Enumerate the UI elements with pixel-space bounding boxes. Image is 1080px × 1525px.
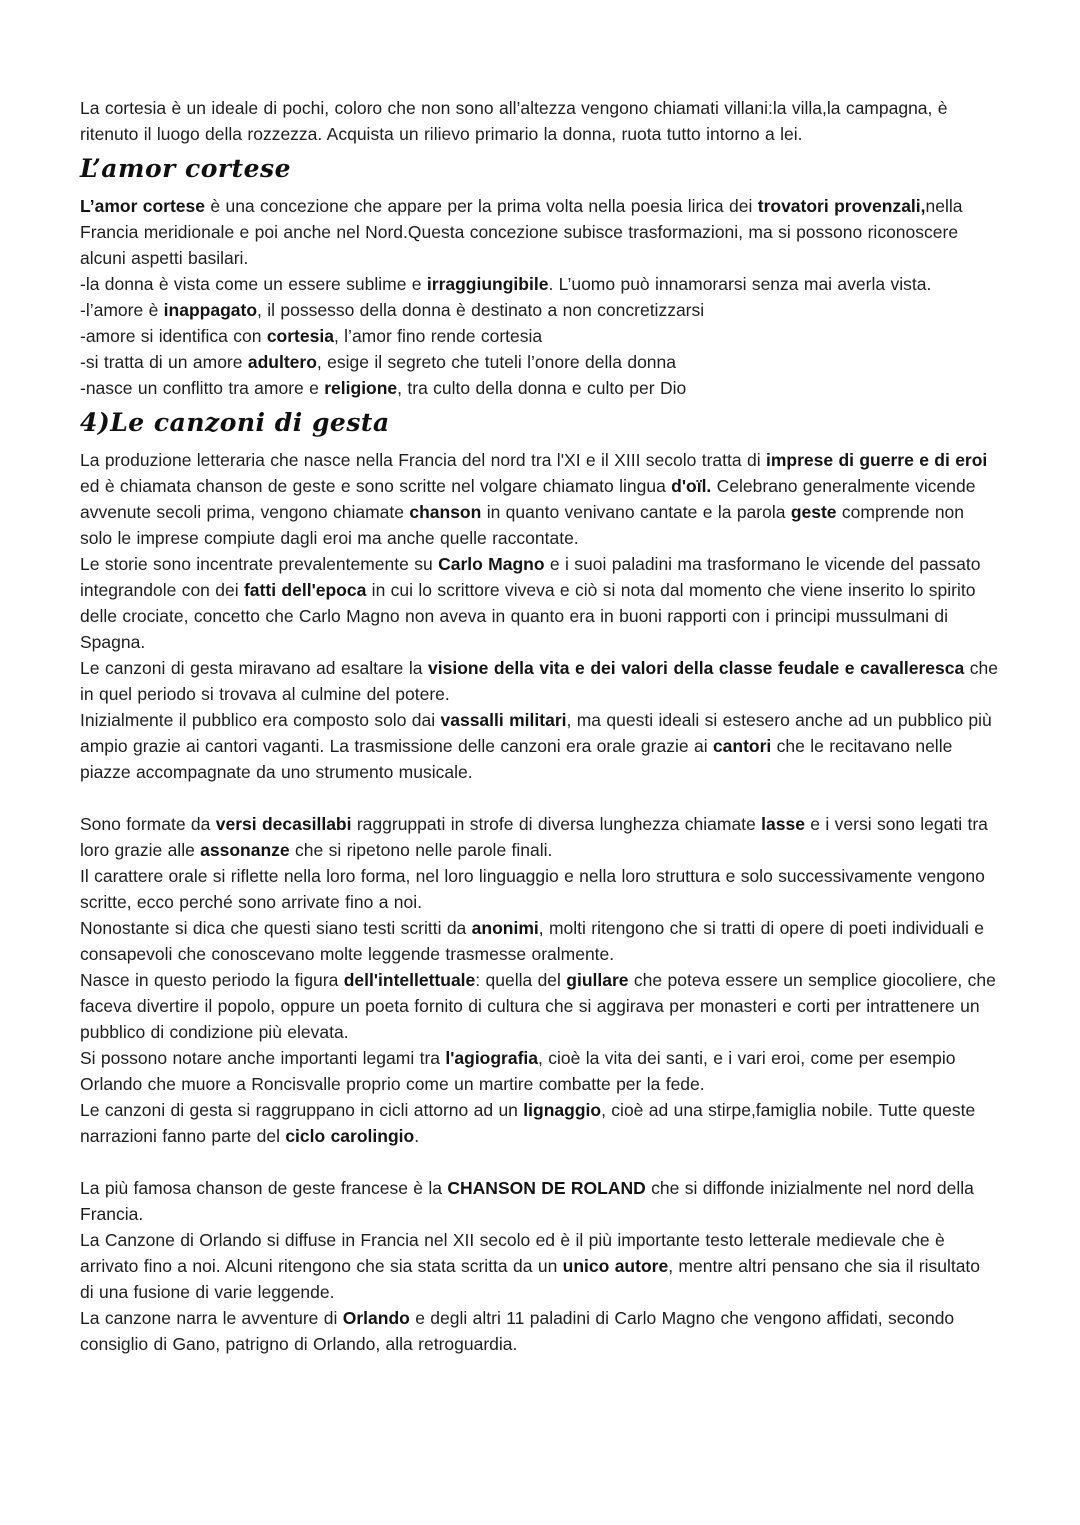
- list-line: [80, 297, 998, 323]
- text-segment: -l’amore è: [80, 300, 164, 320]
- text-segment: è una concezione che appare per la prima volta nella poesia lirica dei: [205, 196, 758, 216]
- bold-text-segment: visione della vita e dei valori della classe feudale e cavalleresca: [428, 658, 965, 678]
- text-segment: , l’amor fino rende cortesia: [333, 326, 543, 346]
- text-segment: , cioè ad una stirpe,famiglia nobile. Tutte queste narrazioni fanno parte del: [80, 1100, 976, 1146]
- text-segment: La canzone narra le avventure di: [80, 1308, 343, 1328]
- paragraph: [80, 551, 998, 655]
- paragraph: [80, 967, 998, 1045]
- bold-text-segment: religione: [324, 378, 398, 398]
- bold-text-segment: imprese di guerre e di eroi: [765, 450, 988, 470]
- blank-line: [80, 785, 998, 811]
- text-segment: Celebrano generalmente vicende avvenute secoli prima, vengono chiamate: [80, 476, 976, 522]
- bold-text-segment: cantori: [712, 736, 772, 756]
- bold-text-segment: lasse: [761, 814, 805, 834]
- paragraph: [80, 1097, 998, 1149]
- bold-text-segment: unico autore: [562, 1256, 669, 1276]
- text-segment: che si diffonde inizialmente nel nord della Francia.: [80, 1178, 974, 1224]
- bold-text-segment: vassalli militari: [440, 710, 567, 730]
- text-segment: -amore si identifica con: [80, 326, 267, 346]
- paragraph: [80, 811, 998, 863]
- text-segment: che poteva essere un semplice giocoliere, che faceva divertire il popolo, oppure un poeta fornito di cultura che si aggirava per monasteri e corti per intrattenere un pubblico di condizione più elevata.: [80, 970, 996, 1042]
- text-segment: Le canzoni di gesta miravano ad esaltare la: [80, 658, 429, 678]
- text-segment: , tra culto della donna e culto per Dio: [397, 378, 687, 398]
- paragraph: [80, 915, 998, 967]
- text-segment: Si possono notare anche importanti legami tra: [80, 1048, 446, 1068]
- text-segment: e i suoi paladini ma trasformano le vicende del passato integrandole con dei: [80, 554, 981, 600]
- text-segment: in quanto venivano cantate e la parola: [481, 502, 791, 522]
- text-segment: Inizialmente il pubblico era composto solo dai: [80, 710, 441, 730]
- text-segment: Sono formate da: [80, 814, 216, 834]
- paragraph: [80, 707, 998, 785]
- paragraph: [80, 95, 998, 147]
- bold-text-segment: dell'intellettuale: [343, 970, 476, 990]
- text-segment: Nonostante si dica che questi siano testi scritti da: [80, 918, 472, 938]
- bold-text-segment: giullare: [566, 970, 629, 990]
- text-segment: , esige il segreto che tuteli l’onore della donna: [316, 352, 676, 372]
- bold-text-segment: adultero: [247, 352, 317, 372]
- bold-text-segment: trovatori provenzali,: [757, 196, 926, 216]
- paragraph: [80, 655, 998, 707]
- text-segment: Il carattere orale si riflette nella loro forma, nel loro linguaggio e nella loro struttura e solo successivamente vengono scritte, ecco perché sono arrivate fino a noi.: [80, 866, 985, 912]
- text-segment: , il possesso della donna è destinato a non concretizzarsi: [257, 300, 705, 320]
- text-segment: -si tratta di un amore: [80, 352, 248, 372]
- text-segment: , molti ritengono che si tratti di opere di poeti individuali e consapevoli che conoscevano molte leggende trasmesse oralmente.: [80, 918, 984, 964]
- text-segment: La più famosa chanson de geste francese è la: [80, 1178, 448, 1198]
- text-segment: comprende non solo le imprese compiute dagli eroi ma anche quelle raccontate.: [80, 502, 965, 548]
- bold-text-segment: Orlando: [342, 1308, 410, 1328]
- text-segment: e degli altri 11 paladini di Carlo Magno che vengono affidati, secondo consiglio di Gano, patrigno di Orlando, alla retroguardia.: [80, 1308, 955, 1354]
- text-segment: , ma questi ideali si estesero anche ad un pubblico più ampio grazie ai cantori vaganti. La trasmissione delle canzoni era orale grazie ai: [80, 710, 992, 756]
- bold-text-segment: versi decasillabi: [215, 814, 352, 834]
- list-line: [80, 271, 998, 297]
- text-segment: Le storie sono incentrate prevalentemente su: [80, 554, 439, 574]
- paragraph: [80, 1227, 998, 1305]
- text-segment: e i versi sono legati tra loro grazie alle: [80, 814, 988, 860]
- text-segment: che le recitavano nelle piazze accompagnate da uno strumento musicale.: [80, 736, 953, 782]
- text-segment: Nasce in questo periodo la figura: [80, 970, 344, 990]
- text-segment: raggruppati in strofe di diversa lunghezza chiamate: [351, 814, 762, 834]
- list-line: [80, 349, 998, 375]
- list-line: [80, 323, 998, 349]
- text-segment: -nasce un conflitto tra amore e: [80, 378, 325, 398]
- bold-text-segment: ciclo carolingio: [285, 1126, 415, 1146]
- bold-text-segment: Carlo Magno: [438, 554, 545, 574]
- text-segment: La Canzone di Orlando si diffuse in Francia nel XII secolo ed è il più importante testo letterale medievale che è arrivato fino a noi. Alcuni ritengono che sia stata scritta da un: [80, 1230, 945, 1276]
- paragraph: [80, 193, 998, 271]
- text-segment: ed è chiamata chanson de geste e sono scritte nel volgare chiamato lingua: [80, 476, 672, 496]
- paragraph: [80, 863, 998, 915]
- text-segment: -la donna è vista come un essere sublime e: [80, 274, 427, 294]
- text-segment: Le canzoni di gesta si raggruppano in cicli attorno ad un: [80, 1100, 524, 1120]
- bold-text-segment: L’amor cortese: [80, 196, 205, 216]
- text-segment: La cortesia è un ideale di pochi, coloro che non sono all’altezza vengono chiamati villani:la villa,la campagna, è ritenuto il luogo della rozzezza. Acquista un rilievo primario la donna, ruota tutto intorno a lei.: [80, 98, 948, 144]
- text-segment: . L’uomo può innamorarsi senza mai averla vista.: [548, 274, 932, 294]
- bold-text-segment: anonimi: [471, 918, 539, 938]
- bold-text-segment: assonanze: [200, 840, 290, 860]
- paragraph: [80, 447, 998, 551]
- text-segment: , mentre altri pensano che sia il risultato di una fusione di varie leggende.: [80, 1256, 981, 1302]
- list-line: [80, 375, 998, 401]
- text-segment: : quella del: [475, 970, 567, 990]
- bold-text-segment: cortesia: [266, 326, 334, 346]
- bold-text-segment: fatti dell'epoca: [243, 580, 367, 600]
- text-segment: , cioè la vita dei santi, e i vari eroi, come per esempio Orlando che muore a Roncisvalle proprio come un martire combatte per la fede.: [80, 1048, 956, 1094]
- bold-text-segment: inappagato: [163, 300, 258, 320]
- bold-text-segment: l'agiografia: [445, 1048, 539, 1068]
- paragraph: [80, 1045, 998, 1097]
- document-content: [80, 95, 998, 1357]
- bold-text-segment: geste: [790, 502, 837, 522]
- blank-line: [80, 1149, 998, 1175]
- text-segment: che in quel periodo si trovava al culmine del potere.: [80, 658, 998, 704]
- text-segment: in cui lo scrittore viveva e ciò si nota dal momento che viene inserito lo spirito delle crociate, concetto che Carlo Magno non aveva in quanto era in buoni rapporti con i principi mussulmani di Spagna.: [80, 580, 976, 652]
- bold-text-segment: chanson: [409, 502, 482, 522]
- bold-text-segment: irraggiungibile: [426, 274, 549, 294]
- section-heading: 4)Le canzoni di gesta: [80, 408, 390, 437]
- section-heading: L’amor cortese: [80, 154, 291, 183]
- bold-text-segment: lignaggio: [523, 1100, 602, 1120]
- paragraph: [80, 1175, 998, 1227]
- text-segment: nella Francia meridionale e poi anche nel Nord.Questa concezione subisce trasformazioni, ma si possono riconoscere alcuni aspetti basilari.: [80, 196, 963, 268]
- text-segment: che si ripetono nelle parole finali.: [289, 840, 553, 860]
- bold-text-segment: CHANSON DE ROLAND: [447, 1178, 646, 1198]
- text-segment: .: [414, 1126, 420, 1146]
- text-segment: La produzione letteraria che nasce nella Francia del nord tra l'XI e il XIII secolo tratta di: [80, 450, 766, 470]
- bold-text-segment: d'oïl.: [671, 476, 712, 496]
- paragraph: [80, 1305, 998, 1357]
